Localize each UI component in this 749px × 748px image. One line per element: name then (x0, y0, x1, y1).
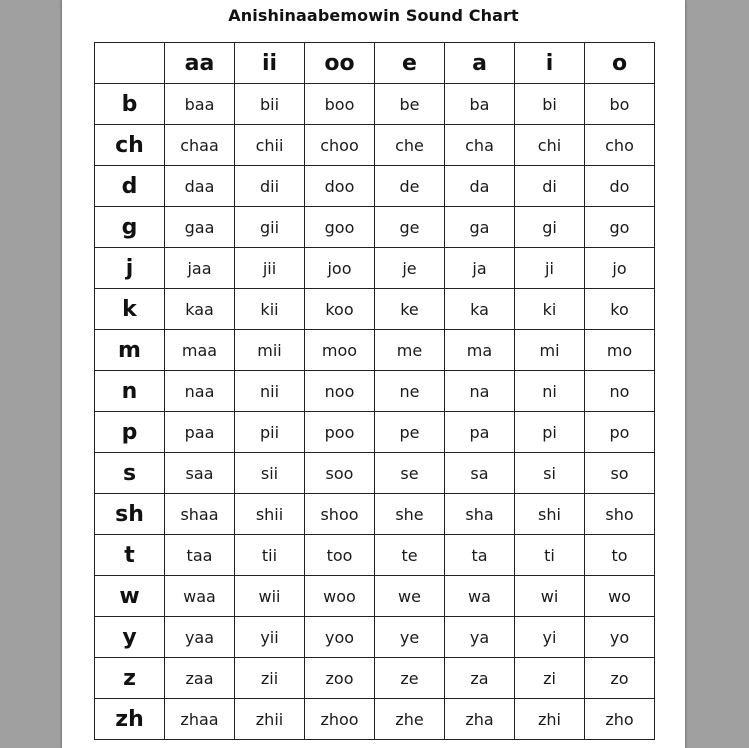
consonant-header-w: w (95, 576, 165, 617)
table-row (95, 207, 655, 248)
syllable-cell: ta (445, 535, 515, 576)
table-row (95, 453, 655, 494)
syllable-cell: bi (515, 84, 585, 125)
syllable-cell: cha (445, 125, 515, 166)
syllable-cell: chii (235, 125, 305, 166)
syllable-cell: shoo (305, 494, 375, 535)
syllable-cell: saa (165, 453, 235, 494)
sound-chart-table (94, 42, 655, 740)
syllable-cell: kii (235, 289, 305, 330)
syllable-cell: ja (445, 248, 515, 289)
table-row (95, 84, 655, 125)
syllable-cell: yoo (305, 617, 375, 658)
syllable-cell: cho (585, 125, 655, 166)
table-row (95, 248, 655, 289)
syllable-cell: noo (305, 371, 375, 412)
syllable-cell: zo (585, 658, 655, 699)
syllable-cell: gaa (165, 207, 235, 248)
syllable-cell: se (375, 453, 445, 494)
syllable-cell: zhaa (165, 699, 235, 740)
table-row (95, 535, 655, 576)
syllable-cell: poo (305, 412, 375, 453)
syllable-cell: choo (305, 125, 375, 166)
syllable-cell: ko (585, 289, 655, 330)
syllable-cell: zha (445, 699, 515, 740)
syllable-cell: jaa (165, 248, 235, 289)
document-page (62, 0, 685, 748)
syllable-cell: dii (235, 166, 305, 207)
chart-body (95, 84, 655, 740)
consonant-header-ch: ch (95, 125, 165, 166)
syllable-cell: ki (515, 289, 585, 330)
syllable-cell: ni (515, 371, 585, 412)
vowel-header-i: i (515, 43, 585, 84)
consonant-header-s: s (95, 453, 165, 494)
syllable-cell: ye (375, 617, 445, 658)
syllable-cell: zaa (165, 658, 235, 699)
consonant-header-m: m (95, 330, 165, 371)
syllable-cell: paa (165, 412, 235, 453)
table-row (95, 494, 655, 535)
syllable-cell: ji (515, 248, 585, 289)
syllable-cell: be (375, 84, 445, 125)
corner-cell (95, 43, 165, 84)
syllable-cell: boo (305, 84, 375, 125)
syllable-cell: zho (585, 699, 655, 740)
table-row (95, 412, 655, 453)
table-row (95, 330, 655, 371)
syllable-cell: shi (515, 494, 585, 535)
syllable-cell: kaa (165, 289, 235, 330)
syllable-cell: mii (235, 330, 305, 371)
syllable-cell: pi (515, 412, 585, 453)
syllable-cell: waa (165, 576, 235, 617)
table-row (95, 699, 655, 740)
vowel-header-a: a (445, 43, 515, 84)
consonant-header-zh: zh (95, 699, 165, 740)
syllable-cell: do (585, 166, 655, 207)
syllable-cell: yo (585, 617, 655, 658)
syllable-cell: ze (375, 658, 445, 699)
syllable-cell: go (585, 207, 655, 248)
syllable-cell: moo (305, 330, 375, 371)
syllable-cell: wo (585, 576, 655, 617)
syllable-cell: zhii (235, 699, 305, 740)
syllable-cell: ma (445, 330, 515, 371)
syllable-cell: po (585, 412, 655, 453)
syllable-cell: we (375, 576, 445, 617)
syllable-cell: sha (445, 494, 515, 535)
syllable-cell: naa (165, 371, 235, 412)
vowel-header-oo: oo (305, 43, 375, 84)
syllable-cell: taa (165, 535, 235, 576)
syllable-cell: pe (375, 412, 445, 453)
consonant-header-n: n (95, 371, 165, 412)
consonant-header-z: z (95, 658, 165, 699)
syllable-cell: ti (515, 535, 585, 576)
syllable-cell: ka (445, 289, 515, 330)
syllable-cell: te (375, 535, 445, 576)
syllable-cell: bo (585, 84, 655, 125)
syllable-cell: me (375, 330, 445, 371)
syllable-cell: yi (515, 617, 585, 658)
syllable-cell: che (375, 125, 445, 166)
syllable-cell: doo (305, 166, 375, 207)
table-row (95, 371, 655, 412)
table-row (95, 125, 655, 166)
syllable-cell: soo (305, 453, 375, 494)
consonant-header-j: j (95, 248, 165, 289)
syllable-cell: je (375, 248, 445, 289)
syllable-cell: maa (165, 330, 235, 371)
syllable-cell: da (445, 166, 515, 207)
consonant-header-sh: sh (95, 494, 165, 535)
syllable-cell: chi (515, 125, 585, 166)
consonant-header-b: b (95, 84, 165, 125)
syllable-cell: nii (235, 371, 305, 412)
consonant-header-k: k (95, 289, 165, 330)
syllable-cell: sa (445, 453, 515, 494)
syllable-cell: daa (165, 166, 235, 207)
syllable-cell: bii (235, 84, 305, 125)
vowel-header-row (95, 43, 655, 84)
syllable-cell: joo (305, 248, 375, 289)
syllable-cell: zhi (515, 699, 585, 740)
table-row (95, 166, 655, 207)
syllable-cell: shii (235, 494, 305, 535)
syllable-cell: sii (235, 453, 305, 494)
syllable-cell: chaa (165, 125, 235, 166)
syllable-cell: too (305, 535, 375, 576)
syllable-cell: mo (585, 330, 655, 371)
syllable-cell: zhoo (305, 699, 375, 740)
vowel-header-aa: aa (165, 43, 235, 84)
table-row (95, 289, 655, 330)
syllable-cell: zi (515, 658, 585, 699)
syllable-cell: so (585, 453, 655, 494)
syllable-cell: yii (235, 617, 305, 658)
syllable-cell: no (585, 371, 655, 412)
syllable-cell: di (515, 166, 585, 207)
syllable-cell: woo (305, 576, 375, 617)
consonant-header-t: t (95, 535, 165, 576)
syllable-cell: gii (235, 207, 305, 248)
syllable-cell: zhe (375, 699, 445, 740)
syllable-cell: mi (515, 330, 585, 371)
syllable-cell: zoo (305, 658, 375, 699)
syllable-cell: wa (445, 576, 515, 617)
syllable-cell: ba (445, 84, 515, 125)
table-row (95, 576, 655, 617)
consonant-header-d: d (95, 166, 165, 207)
syllable-cell: za (445, 658, 515, 699)
syllable-cell: pa (445, 412, 515, 453)
vowel-header-o: o (585, 43, 655, 84)
table-row (95, 617, 655, 658)
syllable-cell: si (515, 453, 585, 494)
page-title: Anishinaabemowin Sound Chart (228, 6, 519, 25)
syllable-cell: wii (235, 576, 305, 617)
syllable-cell: na (445, 371, 515, 412)
syllable-cell: to (585, 535, 655, 576)
syllable-cell: she (375, 494, 445, 535)
table-row (95, 658, 655, 699)
syllable-cell: jii (235, 248, 305, 289)
syllable-cell: pii (235, 412, 305, 453)
syllable-cell: goo (305, 207, 375, 248)
syllable-cell: ge (375, 207, 445, 248)
syllable-cell: de (375, 166, 445, 207)
vowel-header-e: e (375, 43, 445, 84)
syllable-cell: wi (515, 576, 585, 617)
syllable-cell: gi (515, 207, 585, 248)
syllable-cell: ya (445, 617, 515, 658)
syllable-cell: tii (235, 535, 305, 576)
syllable-cell: jo (585, 248, 655, 289)
syllable-cell: ne (375, 371, 445, 412)
syllable-cell: zii (235, 658, 305, 699)
syllable-cell: baa (165, 84, 235, 125)
syllable-cell: ga (445, 207, 515, 248)
consonant-header-g: g (95, 207, 165, 248)
syllable-cell: koo (305, 289, 375, 330)
consonant-header-y: y (95, 617, 165, 658)
syllable-cell: shaa (165, 494, 235, 535)
syllable-cell: ke (375, 289, 445, 330)
syllable-cell: sho (585, 494, 655, 535)
syllable-cell: yaa (165, 617, 235, 658)
vowel-header-ii: ii (235, 43, 305, 84)
consonant-header-p: p (95, 412, 165, 453)
